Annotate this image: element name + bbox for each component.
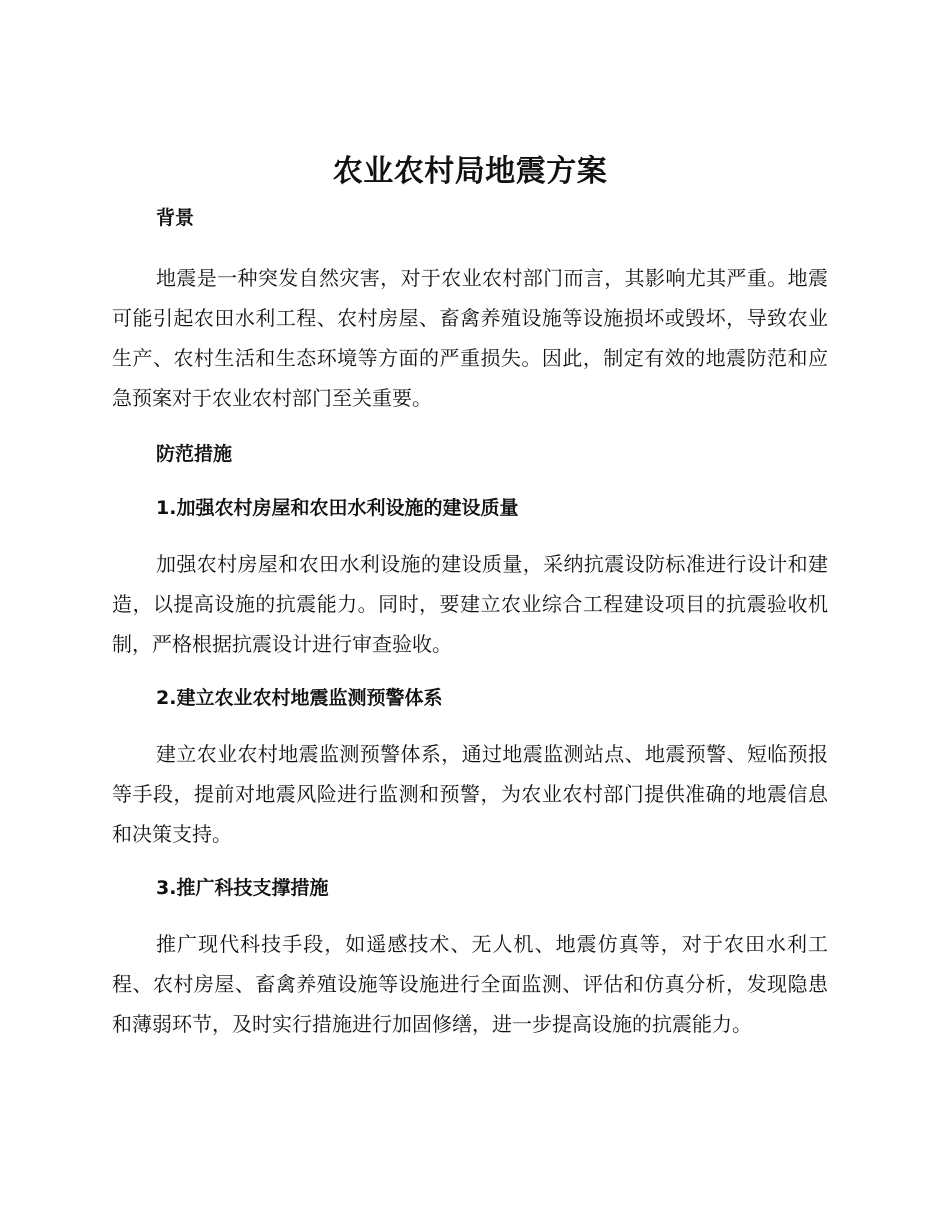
section-heading-background: 背景	[156, 207, 195, 229]
document-body	[112, 150, 828, 1064]
document-title: 农业农村局地震方案	[332, 154, 608, 189]
measure-paragraph-1: 加强农村房屋和农田水利设施的建设质量，采纳抗震设防标准进行设计和建造，以提高设施的抗震能力。同时，要建立农业综合工程建设项目的抗震验收机制，严格根据抗震设计进行审查验收。	[112, 552, 828, 656]
section-heading-measures: 防范措施	[156, 443, 233, 465]
background-paragraph: 地震是一种突发自然灾害，对于农业农村部门而言，其影响尤其严重。地震可能引起农田水利工程、农村房屋、畜禽养殖设施等设施损坏或毁坏，导致农业生产、农村生活和生态环境等方面的严重损失。因此，制定有效的地震防范和应急预案对于农业农村部门至关重要。	[112, 266, 828, 410]
measure-paragraph-3: 推广现代科技手段，如遥感技术、无人机、地震仿真等，对于农田水利工程、农村房屋、畜禽养殖设施等设施进行全面监测、评估和仿真分析，发现隐患和薄弱环节，及时实行措施进行加固修缮，进一步提高设施的抗震能力。	[112, 932, 828, 1036]
measure-heading-1: 1.加强农村房屋和农田水利设施的建设质量	[156, 497, 519, 519]
measure-heading-2: 2.建立农业农村地震监测预警体系	[156, 687, 443, 709]
measure-paragraph-2: 建立农业农村地震监测预警体系，通过地震监测站点、地震预警、短临预报等手段，提前对地震风险进行监测和预警，为农业农村部门提供准确的地震信息和决策支持。	[112, 742, 828, 846]
measure-heading-3: 3.推广科技支撑措施	[156, 877, 329, 899]
